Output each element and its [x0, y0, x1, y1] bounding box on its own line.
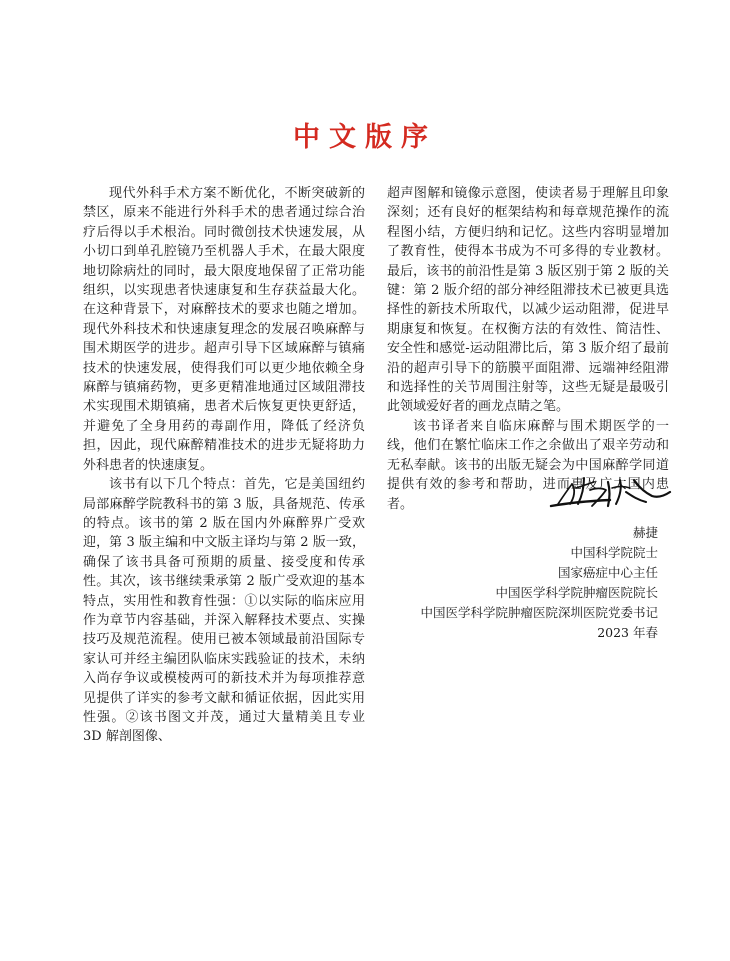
author-title-line: 中国医学科学院肿瘤医院深圳医院党委书记: [420, 605, 658, 620]
author-title-line: 国家癌症中心主任: [557, 565, 658, 580]
author-title-line: 中国科学院院士: [570, 545, 658, 560]
preface-paragraph-3: 该书译者来自临床麻醉与围术期医学的一线，他们在繁忙临床工作之余做出了艰辛劳动和无私奉献。该书的出版无疑会为中国麻醉学同道提供有效的参考和帮助，进而惠及广大国内患者。: [387, 418, 669, 512]
page-title: 中文版序: [293, 122, 437, 153]
author-title-line: 中国医学科学院肿瘤医院院长: [495, 585, 658, 600]
preface-paragraph-1: 现代外科手术方案不断优化，不断突破新的禁区，原来不能进行外科手术的患者通过综合治疗后得以手术根治。同时微创技术快速发展，从小切口到单孔腔镜乃至机器人手术，在最大限度地切除病灶的同时，最大限度地保留了正常功能组织，以实现患者快速康复和生存获益最大化。在这种背景下，对麻醉技术的要求也随之增加。现代外科技术和快速康复理念的发展召唤麻醉与围术期医学的进步。超声引导下区域麻醉与镇痛技术的快速发展，使得我们可以更少地依赖全身麻醉与镇痛药物，更多更精准地通过区域阻滞技术实现围术期镇痛，患者术后恢复更快更舒适，并避免了全身用药的毒副作用，降低了经济负担，因此，现代麻醉精准技术的进步无疑将助力外科患者的快速康复。: [83, 186, 365, 473]
date-line: 2023 年春: [597, 625, 658, 640]
signature-block: [420, 523, 658, 643]
handwritten-signature: [548, 470, 678, 516]
preface-paragraph-2: 该书有以下几个特点：首先，它是美国纽约局部麻醉学院教科书的第 3 版，具备规范、传承的特点。该书的第 2 版在国内外麻醉界广受欢迎，第 3 版主编和中文版主译均与第 2 版一致，确保了该书具备可预期的质量、接受度和传承性。其次，该书继续秉承第 2 版广受欢迎的基本特点，实用性和教育性强：①以实际的临床应用作为章节内容基础，并深入解释技术要点、实操技巧及规范流程。使用已被本领域最前沿国际专家认可并经主编团队临床实践验证的技术，未纳入尚存争议或模棱两可的新技术并为每项推荐意见提供了详实的参考文献和循证依据，因此实用性强。②该书图文并茂，通过大量精美且专业 3D 解剖图像、: [83, 477, 365, 745]
preface-paragraph-2-continued: 超声图解和镜像示意图，使读者易于理解且印象深刻；还有良好的框架结构和每章规范操作的流程图小结，方便归纳和记忆。这些内容明显增加了教育性，使得本书成为不可多得的专业教材。最后，该书的前沿性是第 3 版区别于第 2 版的关键：第 2 版介绍的部分神经阻滞技术已被更具选择性的新技术所取代，以减少运动阻滞，促进早期康复和恢复。在权衡方法的有效性、简洁性、安全性和感觉-运动阻滞比后，第 3 版介绍了最前沿的超声引导下的筋膜平面阻滞、远端神经阻滞和选择性的关节周围注射等，这些无疑是最吸引此领域爱好者的画龙点睛之笔。: [387, 186, 669, 415]
author-name: 赫捷: [632, 525, 658, 540]
left-column: [83, 184, 365, 747]
right-column: [387, 184, 669, 514]
